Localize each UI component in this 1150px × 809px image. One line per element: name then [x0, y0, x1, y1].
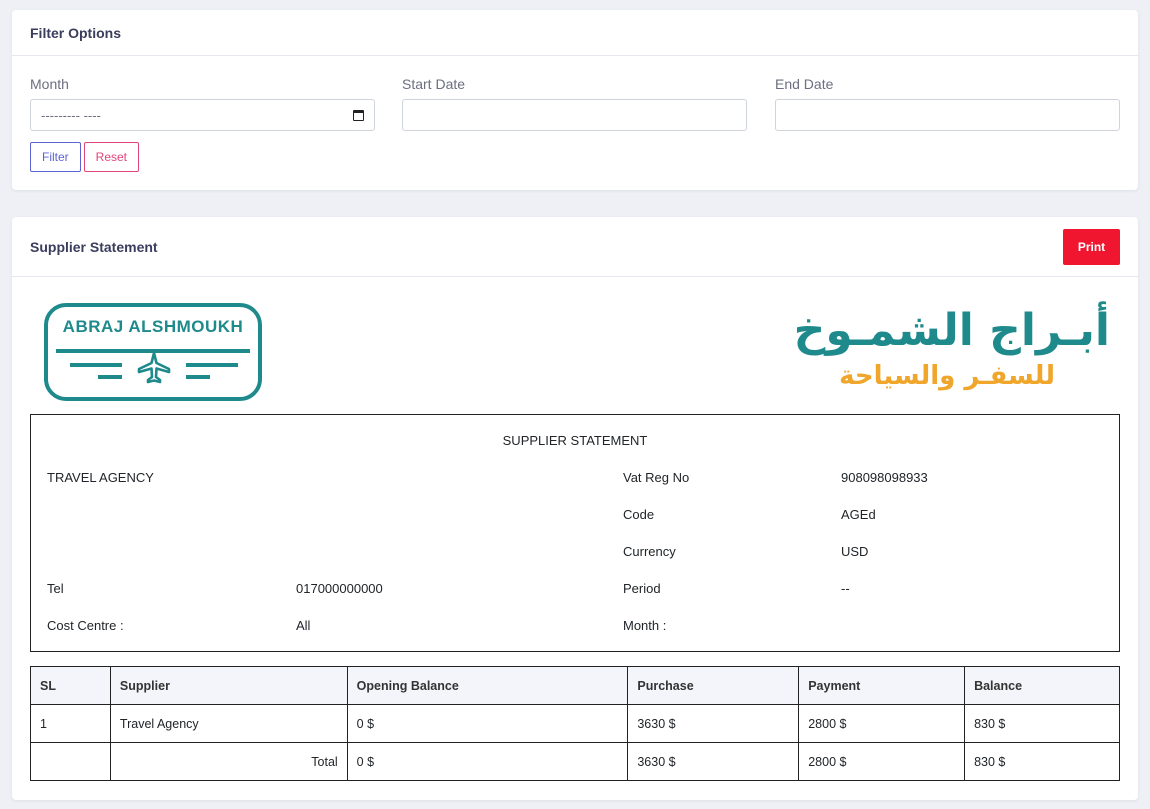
filter-actions: [30, 142, 139, 172]
table-header-row: [31, 667, 1120, 705]
column-header-sl: SL: [31, 667, 111, 705]
print-button[interactable]: Print: [1063, 229, 1120, 265]
logo-stripe: [186, 363, 238, 367]
cell-opening-balance: 0 $: [347, 705, 628, 743]
supplier-statement-title: Supplier Statement: [30, 238, 158, 255]
month-input-value: --------- ----: [41, 107, 101, 123]
column-header-supplier: Supplier: [110, 667, 347, 705]
agency-name: TRAVEL AGENCY: [47, 470, 154, 485]
column-header-balance: Balance: [965, 667, 1120, 705]
cell-purchase: 3630 $: [628, 705, 799, 743]
column-header-purchase: Purchase: [628, 667, 799, 705]
cell-sl: 1: [31, 705, 111, 743]
period-label: Period: [623, 581, 661, 596]
vat-value: 908098098933: [841, 470, 928, 485]
table-row: [31, 705, 1120, 743]
month-field: [30, 76, 375, 131]
cell-supplier: Travel Agency: [110, 705, 347, 743]
total-payment: 2800 $: [799, 743, 965, 781]
month-label: Month: [30, 76, 69, 92]
filter-options-title: Filter Options: [30, 24, 121, 41]
table-total-row: [31, 743, 1120, 781]
month-input[interactable]: [30, 99, 375, 131]
total-label: Total: [110, 743, 347, 781]
logo-stripe: [186, 375, 210, 379]
logo-arabic-name: أبـراج الشمـوخ: [793, 305, 1110, 356]
cost-centre-value: All: [296, 618, 311, 633]
logo-stripe: [70, 363, 122, 367]
start-date-input[interactable]: [402, 99, 747, 131]
tel-label: Tel: [47, 581, 64, 596]
start-date-label: Start Date: [402, 76, 466, 92]
supplier-statement-header: [12, 217, 1138, 277]
logo-brand-text: ABRAJ ALSHMOUKH: [62, 317, 244, 336]
total-opening-balance: 0 $: [347, 743, 628, 781]
supplier-statement-card: [12, 217, 1138, 800]
code-value: AGEd: [841, 507, 876, 522]
statement-table: [30, 666, 1120, 781]
logo-stripe: [98, 375, 122, 379]
total-cell-sl: [31, 743, 111, 781]
cell-balance: 830 $: [965, 705, 1120, 743]
currency-label: Currency: [623, 544, 676, 559]
tel-value: 017000000000: [296, 581, 383, 596]
reset-button[interactable]: Reset: [84, 142, 139, 172]
end-date-input[interactable]: [775, 99, 1120, 131]
month-info-label: Month :: [623, 618, 667, 633]
period-value: --: [841, 581, 850, 596]
statement-info-box: [30, 414, 1120, 652]
total-balance: 830 $: [965, 743, 1120, 781]
total-purchase: 3630 $: [628, 743, 799, 781]
company-logo-english: [44, 303, 262, 401]
logo-arabic-tagline: للسفـر والسياحة: [839, 361, 1055, 391]
column-header-payment: Payment: [799, 667, 965, 705]
start-date-field: [402, 76, 747, 131]
end-date-field: [775, 76, 1120, 131]
code-label: Code: [623, 507, 655, 522]
calendar-icon[interactable]: [353, 110, 364, 121]
company-logo-arabic: [780, 303, 1110, 403]
filter-options-header: [12, 10, 1138, 56]
currency-value: USD: [841, 544, 869, 559]
vat-label: Vat Reg No: [623, 470, 690, 485]
statement-heading: SUPPLIER STATEMENT: [502, 433, 648, 448]
cost-centre-label: Cost Centre :: [47, 618, 124, 633]
filter-button[interactable]: Filter: [30, 142, 81, 172]
airplane-icon: [136, 351, 172, 385]
filter-options-card: [12, 10, 1138, 190]
cell-payment: 2800 $: [799, 705, 965, 743]
column-header-opening-balance: Opening Balance: [347, 667, 628, 705]
end-date-label: End Date: [775, 76, 834, 92]
